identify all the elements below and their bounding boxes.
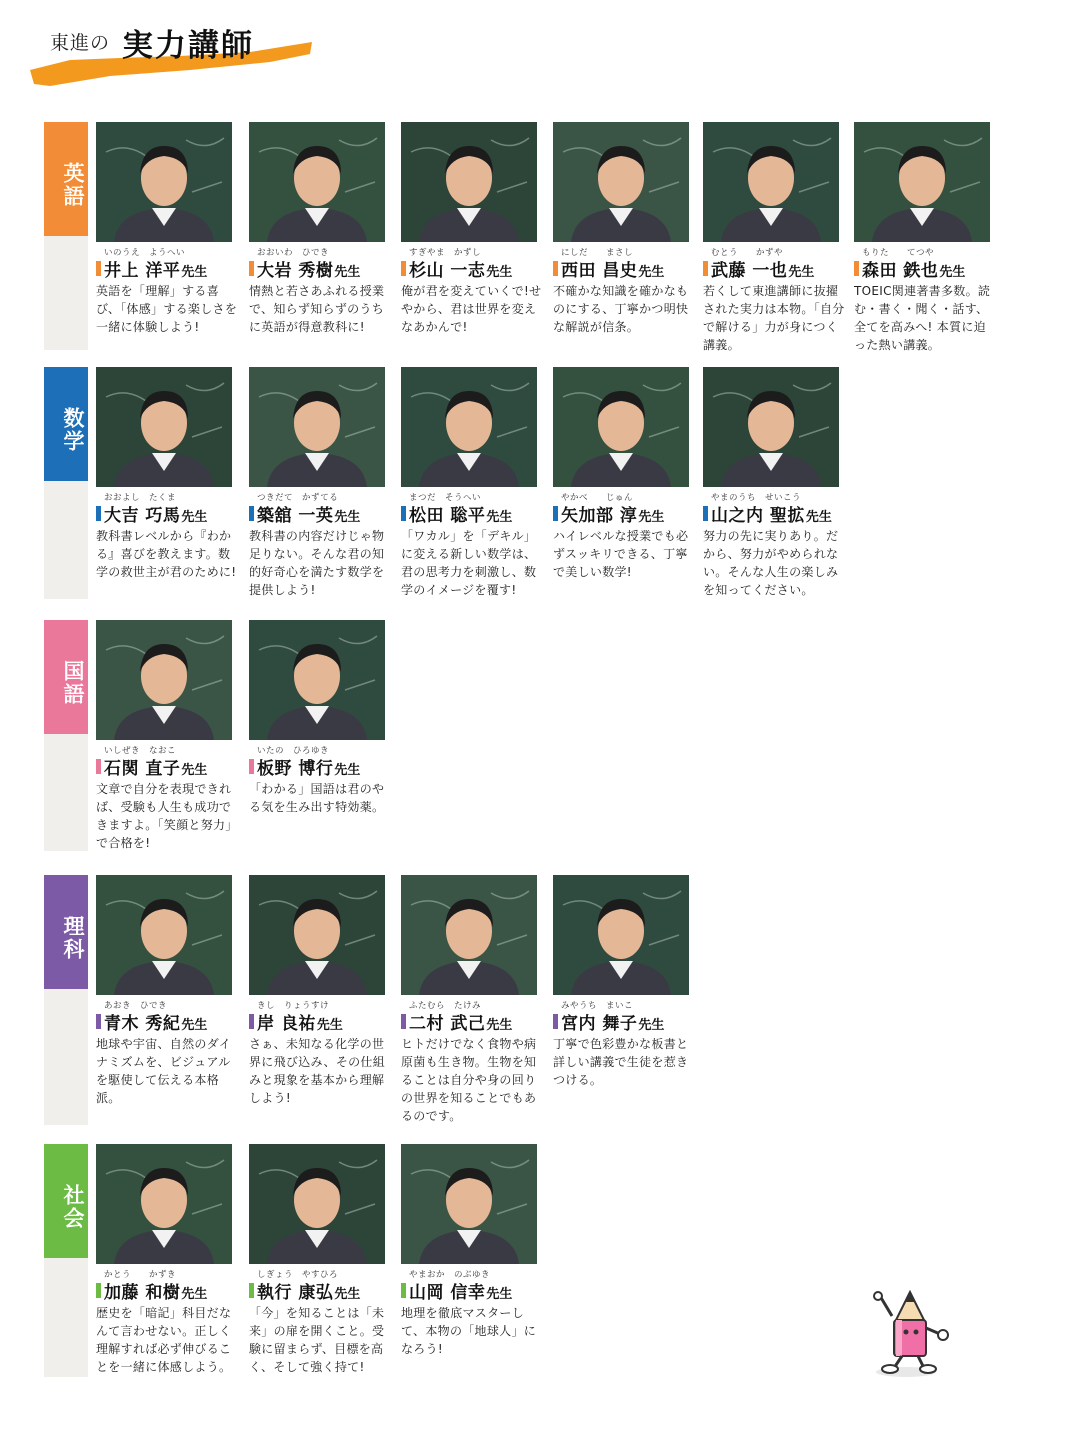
teacher-description: 教科書レベルから『わかる』喜びを教えます。数学の救世主が君のために!: [96, 529, 237, 579]
teacher-name-text: 二村 武己: [409, 1014, 486, 1034]
teacher-description: 「わかる」国語は君のやる気を生み出す特効薬。: [249, 782, 385, 814]
teacher-name: [249, 1278, 360, 1303]
teacher-honorific: 先生: [181, 510, 208, 525]
teacher-name-text: 杉山 一志: [409, 261, 486, 281]
teacher-name-text: 松田 聡平: [409, 506, 486, 526]
teacher-name: [249, 256, 360, 281]
teacher-name: [401, 501, 512, 526]
portrait-silhouette-icon: [401, 1144, 537, 1264]
teacher-name-text: 山岡 信幸: [409, 1283, 486, 1303]
teacher-name-reading: あおき ひでき: [104, 1001, 168, 1011]
teacher-name-text: 井上 洋平: [104, 261, 181, 281]
teacher-name: [553, 256, 664, 281]
teacher-description: 地理を徹底マスターして、本物の「地球人」になろう!: [401, 1306, 537, 1356]
teacher-photo: [401, 875, 537, 995]
teacher-name-text: 宮内 舞子: [561, 1014, 638, 1034]
teacher-description: 地球や宇宙、自然のダイナミズムを、ビジュアルを駆使して伝える本格派。: [96, 1037, 232, 1105]
subject-panel: [44, 367, 88, 599]
teacher-photo: [96, 1144, 232, 1264]
teacher-name-reading: しぎょう やすひろ: [257, 1270, 339, 1280]
teacher-name-reading: みやうち まいこ: [561, 1001, 634, 1011]
section-science: [44, 875, 994, 1125]
teacher-name: [703, 256, 814, 281]
teacher-description: 「今」を知ることは「未来」の扉を開くこと。受験に留まらず、目標を高く、そして強く持て!: [249, 1306, 385, 1374]
teacher-name-text: 西田 昌史: [561, 261, 638, 281]
teacher-name-reading: もりた てつや: [862, 248, 935, 258]
teacher-photo: [703, 367, 839, 487]
teacher-name-reading: ふたむら たけみ: [409, 1001, 482, 1011]
portrait-silhouette-icon: [249, 367, 385, 487]
page-header: [30, 12, 330, 92]
teacher-name-text: 武藤 一也: [711, 261, 788, 281]
teacher-name-reading: おおいわ ひでき: [257, 248, 330, 258]
portrait-silhouette-icon: [553, 875, 689, 995]
portrait-silhouette-icon: [96, 122, 232, 242]
subject-marker: [401, 261, 406, 276]
portrait-silhouette-icon: [401, 122, 537, 242]
teacher-description: TOEIC関連著書多数。読む・書く・聞く・話す、全てを高みへ! 本質に迫った熱い講義。: [854, 284, 991, 352]
subject-marker: [96, 1014, 101, 1029]
portrait-silhouette-icon: [703, 122, 839, 242]
subject-marker: [553, 506, 558, 521]
portrait-silhouette-icon: [401, 875, 537, 995]
teacher-name: [249, 501, 360, 526]
subject-panel: [44, 122, 88, 350]
portrait-silhouette-icon: [96, 367, 232, 487]
teacher-name: [96, 501, 207, 526]
teacher-photo: [249, 620, 385, 740]
teacher-honorific: 先生: [638, 265, 665, 280]
subject-panel: [44, 875, 88, 1125]
teacher-photo: [96, 367, 232, 487]
teacher-name-text: 築舘 一英: [257, 506, 334, 526]
subject-marker: [249, 506, 254, 521]
header-prefix: 東進の: [50, 32, 111, 54]
teacher-name-reading: やまおか のぶゆき: [409, 1270, 491, 1280]
teacher-description: 若くして東進講師に抜擢された実力は本物。「自分で解ける」力が身につく講義。: [703, 284, 845, 352]
teacher-name-reading: むとう かずや: [711, 248, 784, 258]
subject-marker: [96, 506, 101, 521]
teacher-photo: [401, 1144, 537, 1264]
subject-marker: [249, 261, 254, 276]
teacher-name: [401, 1009, 512, 1034]
portrait-silhouette-icon: [249, 122, 385, 242]
teacher-description: 英語を「理解」する喜び、「体感」する楽しさを一緒に体験しよう!: [96, 284, 238, 334]
subject-marker: [703, 506, 708, 521]
teacher-honorific: 先生: [788, 265, 815, 280]
teacher-photo: [553, 122, 689, 242]
teacher-name-text: 加藤 和樹: [104, 1283, 181, 1303]
teacher-name: [96, 1278, 207, 1303]
portrait-silhouette-icon: [249, 1144, 385, 1264]
teacher-photo: [703, 122, 839, 242]
teacher-name-text: 大岩 秀樹: [257, 261, 334, 281]
section-japanese: [44, 620, 994, 851]
teacher-name: [249, 1009, 343, 1034]
teacher-photo: [553, 367, 689, 487]
teacher-description: 情熱と若さあふれる授業で、知らず知らずのうちに英語が得意教科に!: [249, 284, 385, 334]
section-math: [44, 367, 994, 599]
teacher-name-text: 板野 博行: [257, 759, 334, 779]
teacher-name-reading: やかべ じゅん: [561, 493, 634, 503]
portrait-silhouette-icon: [96, 620, 232, 740]
teacher-name-reading: すぎやま かずし: [409, 248, 482, 258]
teacher-honorific: 先生: [334, 1287, 361, 1302]
portrait-silhouette-icon: [401, 367, 537, 487]
teacher-name-reading: いのうえ ようへい: [104, 248, 186, 258]
teacher-honorific: 先生: [334, 510, 361, 525]
teacher-honorific: 先生: [486, 510, 513, 525]
teacher-honorific: 先生: [638, 510, 665, 525]
subject-marker: [553, 1014, 558, 1029]
teacher-honorific: 先生: [939, 265, 966, 280]
teacher-name-text: 青木 秀紀: [104, 1014, 181, 1034]
teacher-photo: [96, 875, 232, 995]
teacher-photo: [96, 620, 232, 740]
portrait-silhouette-icon: [249, 875, 385, 995]
teacher-honorific: 先生: [316, 1018, 343, 1033]
subject-tab-english: 英語: [44, 122, 88, 236]
teacher-name: [401, 1278, 512, 1303]
subject-marker: [249, 759, 254, 774]
pencil-mascot-icon: [866, 1290, 952, 1378]
section-social: [44, 1144, 994, 1377]
teacher-description: 文章で自分を表現できれば、受験も人生も成功できますよ。「笑顔と努力」で合格を!: [96, 782, 238, 850]
teacher-photo: [249, 1144, 385, 1264]
teacher-description: 努力の先に実りあり。だから、努力がやめられない。そんな人生の楽しみを知ってください。: [703, 529, 839, 597]
teacher-description: ヒトだけでなく食物や病原菌も生き物。生物を知ることは自分や身の回りの世界を知ることでもあるのです。: [401, 1037, 537, 1123]
portrait-silhouette-icon: [96, 875, 232, 995]
teacher-name-reading: きし りょうすけ: [257, 1001, 330, 1011]
teacher-description: 歴史を「暗記」科目だなんて言わせない。正しく理解すれば必ず伸びることを一緒に体感しよう。: [96, 1306, 232, 1374]
teacher-photo: [553, 875, 689, 995]
teacher-name-reading: いしぜき なおこ: [104, 746, 177, 756]
subject-panel: [44, 1144, 88, 1377]
portrait-silhouette-icon: [553, 122, 689, 242]
subject-marker: [703, 261, 708, 276]
teacher-photo: [854, 122, 990, 242]
teacher-name-text: 矢加部 淳: [561, 506, 638, 526]
subject-marker: [401, 506, 406, 521]
teacher-name: [96, 1009, 207, 1034]
teacher-name: [553, 1009, 664, 1034]
teacher-name: [96, 754, 207, 779]
subject-marker: [854, 261, 859, 276]
teacher-honorific: 先生: [181, 265, 208, 280]
subject-marker: [249, 1283, 254, 1298]
teacher-name-reading: やまのうち せいこう: [711, 493, 802, 503]
teacher-name: [249, 754, 360, 779]
teacher-name-reading: かとう かずき: [104, 1270, 177, 1280]
subject-tab-japanese: 国語: [44, 620, 88, 734]
teacher-name-text: 石関 直子: [104, 759, 181, 779]
teacher-honorific: 先生: [334, 763, 361, 778]
teacher-name: [703, 501, 832, 526]
subject-marker: [249, 1014, 254, 1029]
teacher-honorific: 先生: [638, 1018, 665, 1033]
teacher-honorific: 先生: [334, 265, 361, 280]
teacher-photo: [401, 122, 537, 242]
teacher-description: 教科書の内容だけじゃ物足りない。そんな君の知的好奇心を満たす数学を提供しよう!: [249, 529, 385, 597]
portrait-silhouette-icon: [553, 367, 689, 487]
teacher-description: 「ワカル」を「デキル」に変える新しい数学は、君の思考力を刺激し、数学のイメージを覆す!: [401, 529, 537, 597]
teacher-description: 丁寧で色彩豊かな板書と詳しい講義で生徒を惹きつける。: [553, 1037, 689, 1087]
teacher-description: 俺が君を変えていくで!せやから、君は世界を変えなあかんで!: [401, 284, 542, 334]
subject-tab-social: 社会: [44, 1144, 88, 1258]
subject-panel: [44, 620, 88, 851]
teacher-photo: [96, 122, 232, 242]
teacher-name-reading: まつだ そうへい: [409, 493, 482, 503]
teacher-name: [553, 501, 664, 526]
teacher-photo: [249, 875, 385, 995]
teacher-photo: [249, 367, 385, 487]
teacher-description: 不確かな知識を確かなものにする、丁寧かつ明快な解説が信条。: [553, 284, 689, 334]
teacher-name-reading: いたの ひろゆき: [257, 746, 330, 756]
teacher-honorific: 先生: [486, 265, 513, 280]
subject-tab-science: 理科: [44, 875, 88, 989]
subject-marker: [96, 1283, 101, 1298]
portrait-silhouette-icon: [703, 367, 839, 487]
teacher-photo: [249, 122, 385, 242]
teacher-honorific: 先生: [181, 1287, 208, 1302]
teacher-honorific: 先生: [486, 1287, 513, 1302]
portrait-silhouette-icon: [249, 620, 385, 740]
subject-marker: [96, 759, 101, 774]
teacher-honorific: 先生: [181, 1018, 208, 1033]
subject-marker: [96, 261, 101, 276]
teacher-honorific: 先生: [805, 510, 832, 525]
subject-tab-math: 数学: [44, 367, 88, 481]
teacher-honorific: 先生: [486, 1018, 513, 1033]
teacher-name-reading: おおよし たくま: [104, 493, 177, 503]
subject-marker: [401, 1014, 406, 1029]
teacher-honorific: 先生: [181, 763, 208, 778]
teacher-name-text: 大吉 巧馬: [104, 506, 181, 526]
teacher-photo: [401, 367, 537, 487]
portrait-silhouette-icon: [96, 1144, 232, 1264]
teacher-name: [854, 256, 965, 281]
section-english: [44, 122, 994, 350]
teacher-name-text: 執行 康弘: [257, 1283, 334, 1303]
teacher-name-reading: にしだ まさし: [561, 248, 634, 258]
teacher-name: [401, 256, 512, 281]
teacher-description: さぁ、未知なる化学の世界に飛び込み、その仕組みと現象を基本から理解しよう!: [249, 1037, 386, 1105]
page-title: 実力講師: [122, 28, 254, 64]
teacher-name: [96, 256, 207, 281]
subject-marker: [553, 261, 558, 276]
teacher-name-reading: つきだて かずてる: [257, 493, 339, 503]
subject-marker: [401, 1283, 406, 1298]
portrait-silhouette-icon: [854, 122, 990, 242]
teacher-name-text: 岸 良祐: [257, 1014, 316, 1034]
teacher-description: ハイレベルな授業でも必ずスッキリできる、丁寧で美しい数学!: [553, 529, 689, 579]
teacher-name-text: 森田 鉄也: [862, 261, 939, 281]
teacher-name-text: 山之内 聖拡: [711, 506, 805, 526]
